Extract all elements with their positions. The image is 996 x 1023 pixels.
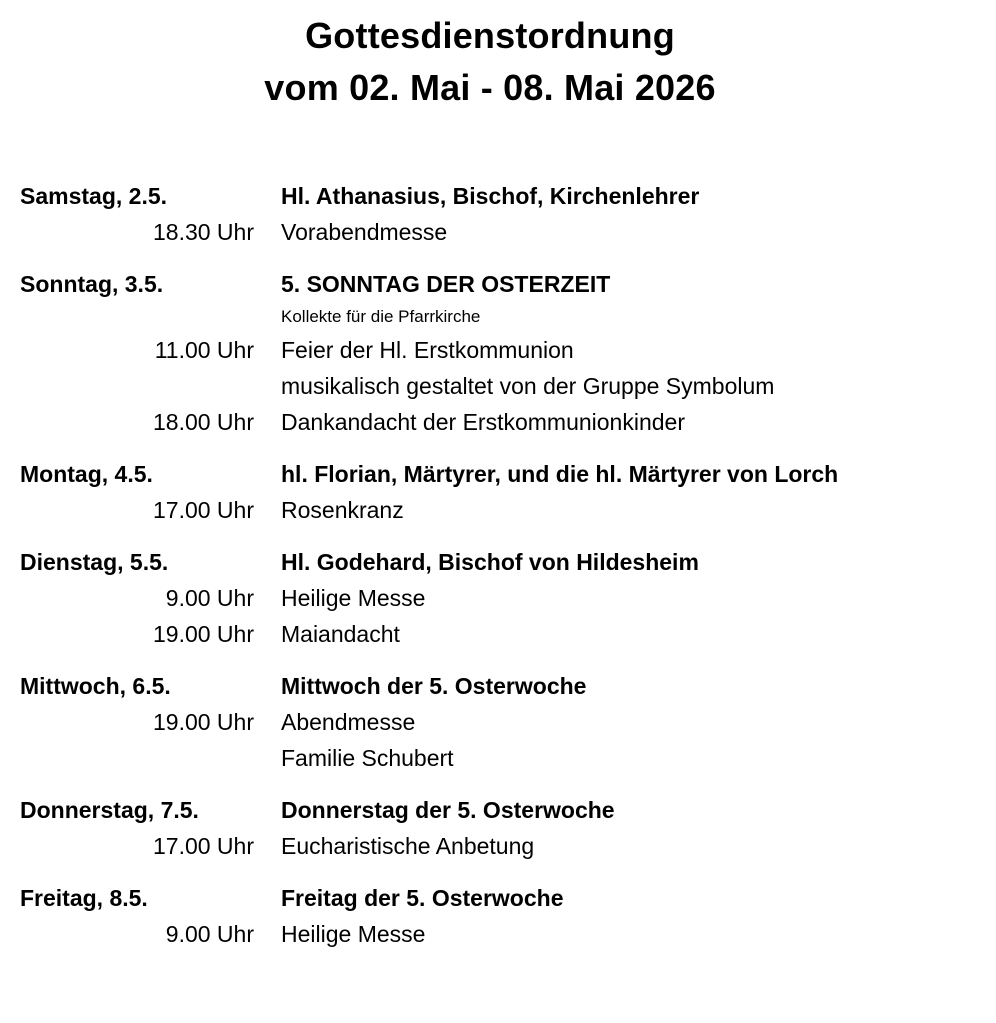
day-block-saturday bbox=[20, 183, 970, 255]
day-block-friday bbox=[20, 885, 970, 957]
service-time: 17.00 Uhr bbox=[152, 497, 254, 523]
day-block-tuesday bbox=[20, 549, 970, 657]
day-block-thursday bbox=[20, 797, 970, 869]
service-description: Heilige Messe bbox=[281, 585, 426, 611]
day-label: Mittwoch, 6.5. bbox=[20, 673, 171, 699]
service-description: Familie Schubert bbox=[281, 745, 454, 771]
service-time: 18.00 Uhr bbox=[152, 409, 254, 435]
feast-title: hl. Florian, Märtyrer, und die hl. Märtyrer von Lorch bbox=[281, 461, 839, 487]
service-time: 19.00 Uhr bbox=[152, 621, 254, 647]
service-time: 9.00 Uhr bbox=[165, 921, 254, 947]
service-description: Rosenkranz bbox=[281, 497, 404, 523]
service-description: Eucharistische Anbetung bbox=[281, 833, 535, 859]
service-description: Abendmesse bbox=[281, 709, 416, 735]
feast-title: Freitag der 5. Osterwoche bbox=[281, 885, 564, 911]
feast-title: Hl. Athanasius, Bischof, Kirchenlehrer bbox=[281, 183, 700, 209]
schedule bbox=[20, 183, 970, 973]
feast-title: Mittwoch der 5. Osterwoche bbox=[281, 673, 587, 699]
day-label: Freitag, 8.5. bbox=[20, 885, 148, 911]
day-label: Samstag, 2.5. bbox=[20, 183, 168, 209]
service-description: musikalisch gestaltet von der Gruppe Symbolum bbox=[281, 373, 775, 399]
feast-title: Donnerstag der 5. Osterwoche bbox=[281, 797, 615, 823]
day-block-wednesday bbox=[20, 673, 970, 781]
service-description: Dankandacht der Erstkommunionkinder bbox=[281, 409, 685, 435]
feast-title: 5. SONNTAG DER OSTERZEIT bbox=[281, 271, 611, 297]
service-description: Feier der Hl. Erstkommunion bbox=[281, 337, 574, 363]
day-block-monday bbox=[20, 461, 970, 533]
service-time: 19.00 Uhr bbox=[152, 709, 254, 735]
page-title bbox=[0, 10, 980, 114]
feast-title: Hl. Godehard, Bischof von Hildesheim bbox=[281, 549, 699, 575]
service-time: 9.00 Uhr bbox=[165, 585, 254, 611]
day-label: Montag, 4.5. bbox=[20, 461, 153, 487]
day-label: Donnerstag, 7.5. bbox=[20, 797, 199, 823]
service-description: Heilige Messe bbox=[281, 921, 426, 947]
title-line-1: Gottesdienstordnung bbox=[305, 15, 675, 56]
service-description: Vorabendmesse bbox=[281, 219, 448, 245]
day-block-sunday bbox=[20, 271, 970, 445]
day-label: Dienstag, 5.5. bbox=[20, 549, 169, 575]
service-time: 17.00 Uhr bbox=[152, 833, 254, 859]
service-time: 11.00 Uhr bbox=[154, 337, 254, 363]
service-time: 18.30 Uhr bbox=[152, 219, 254, 245]
service-description: Maiandacht bbox=[281, 621, 400, 647]
day-label: Sonntag, 3.5. bbox=[20, 271, 164, 297]
title-line-2: vom 02. Mai - 08. Mai 2026 bbox=[264, 67, 716, 108]
collection-note: Kollekte für die Pfarrkirche bbox=[281, 307, 481, 326]
